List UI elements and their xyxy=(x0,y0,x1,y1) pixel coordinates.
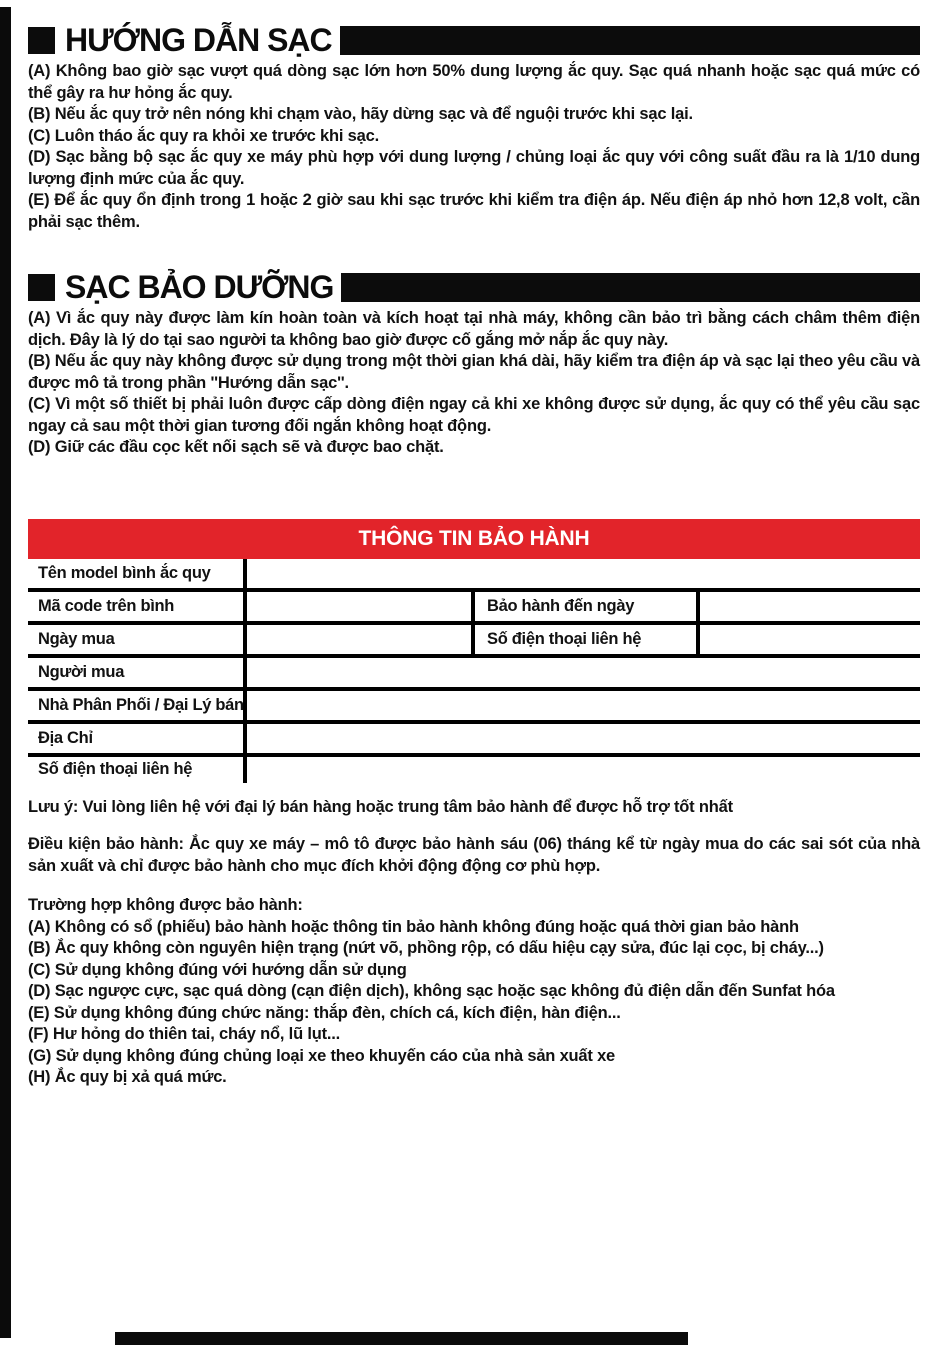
charging-item-a: (A) Không bao giờ sạc vượt quá dòng sạc lớn hơn 50% dung lượng ắc quy. Sạc quá nhanh hoặc sạc quá mức có thể gây ra hư hỏng ắc quy. xyxy=(28,62,920,102)
blank-field-purchase-date xyxy=(247,625,475,654)
blank-field-distributor xyxy=(247,691,920,720)
exclusion-item-g: (G) Sử dụng không đúng chủng loại xe theo khuyến cáo của nhà sản xuất xe xyxy=(28,1046,616,1065)
label-contact-phone: Số điện thoại liên hệ xyxy=(475,625,700,654)
charging-item-c: (C) Luôn tháo ắc quy ra khỏi xe trước khi sạc. xyxy=(28,126,379,145)
blank-field-address xyxy=(247,724,920,753)
label-warranty-until: Bảo hành đến ngày xyxy=(475,592,700,621)
label-address: Địa Chỉ xyxy=(28,724,247,753)
label-code: Mã code trên bình xyxy=(28,592,247,621)
exclusions-list xyxy=(28,895,920,1089)
blank-field-contact-phone2 xyxy=(247,757,920,783)
charging-item-b: (B) Nếu ắc quy trở nên nóng khi chạm vào, hãy dừng sạc và để nguội trước khi sạc lại. xyxy=(28,105,693,123)
maintenance-item-d: (D) Giữ các đầu cọc kết nối sạch sẽ và được bao chặt. xyxy=(28,438,444,456)
label-buyer: Người mua xyxy=(28,658,247,687)
title-rule-bar xyxy=(341,273,920,302)
exclusion-item-e: (E) Sử dụng không đúng chức năng: thắp đèn, chích cá, kích điện, hàn điện... xyxy=(28,1003,621,1022)
table-row-address xyxy=(28,724,920,757)
table-row-contact-phone2 xyxy=(28,757,920,783)
exclusion-item-f: (F) Hư hỏng do thiên tai, cháy nổ, lũ lụt... xyxy=(28,1025,341,1043)
blank-field-model xyxy=(247,559,920,588)
label-contact-phone2: Số điện thoại liên hệ xyxy=(28,757,247,783)
charging-paragraphs xyxy=(28,61,920,233)
table-row-purchase-date xyxy=(28,625,920,658)
table-row-distributor xyxy=(28,691,920,724)
bottom-edge-bar xyxy=(115,1332,688,1345)
charging-item-d: (D) Sạc bằng bộ sạc ắc quy xe máy phù hợp với dung lượng / chủng loại ắc quy với công suất đầu ra là 1/10 dung lượng định mức của ắc quy. xyxy=(28,148,920,188)
maintenance-item-a: (A) Vì ắc quy này được làm kín hoàn toàn và kích hoạt tại nhà máy, không cần bảo trì bằng cách châm thêm điện dịch. Đây là lý do tại sao người ta không bao giờ được cố gắng mở nắp ắc quy này. xyxy=(28,309,920,349)
title-rule-bar xyxy=(340,26,920,55)
warranty-conditions-note: Điều kiện bảo hành: Ắc quy xe máy – mô tô được bảo hành sáu (06) tháng kể từ ngày mua do các sai sót của nhà sản xuất và chỉ được bảo hành cho mục đích khởi động động cơ phù hợp. xyxy=(28,835,920,875)
warranty-table xyxy=(28,519,920,783)
table-row-model xyxy=(28,559,920,592)
exclusion-item-c: (C) Sử dụng không đúng với hướng dẫn sử dụng xyxy=(28,960,407,979)
table-row-code xyxy=(28,592,920,625)
black-square-bullet xyxy=(28,27,55,54)
black-square-bullet xyxy=(28,274,55,301)
document-content xyxy=(0,24,945,1089)
section-header-charging xyxy=(28,24,920,56)
maintenance-paragraphs xyxy=(28,308,920,459)
maintenance-item-b: (B) Nếu ắc quy này không được sử dụng trong một thời gian khá dài, hãy kiểm tra điện áp và sạc lại theo yêu cầu và được mô tả trong phần ''Hướng dẫn sạc''. xyxy=(28,352,920,392)
exclusion-item-a: (A) Không có sổ (phiếu) bảo hành hoặc thông tin bảo hành không đúng hoặc quá thời gian bảo hành xyxy=(28,917,799,936)
blank-field-buyer xyxy=(247,658,920,687)
exclusions-intro: Trường hợp không được bảo hành: xyxy=(28,896,303,914)
maintenance-item-c: (C) Vì một số thiết bị phải luôn được cấp dòng điện ngay cả khi xe không được sử dụng, ắc quy có thể yêu cầu sạc ngay cả sau một thời gian tương đối ngắn không hoạt động. xyxy=(28,395,920,435)
section-title-maintenance: SẠC BẢO DƯỠNG xyxy=(65,269,334,305)
table-row-buyer xyxy=(28,658,920,691)
exclusion-item-h: (H) Ắc quy bị xả quá mức. xyxy=(28,1068,227,1086)
exclusion-item-d: (D) Sạc ngược cực, sạc quá dòng (cạn điện dịch), không sạc hoặc sạc không đủ điện dẫn đến Sunfat hóa xyxy=(28,982,835,1000)
section-title-charging: HƯỚNG DẪN SẠC xyxy=(65,22,332,58)
charging-item-e: (E) Để ắc quy ổn định trong 1 hoặc 2 giờ sau khi sạc trước khi kiểm tra điện áp. Nếu điện áp nhỏ hơn 12,8 volt, cần phải sạc thêm. xyxy=(28,191,920,231)
left-edge-bar xyxy=(0,7,11,1338)
label-purchase-date: Ngày mua xyxy=(28,625,247,654)
warranty-table-header: THÔNG TIN BẢO HÀNH xyxy=(28,519,920,559)
section-header-maintenance xyxy=(28,271,920,303)
blank-field-code xyxy=(247,592,475,621)
blank-field-warranty-until xyxy=(700,592,920,621)
exclusion-item-b: (B) Ắc quy không còn nguyên hiện trạng (nứt võ, phồng rộp, có dấu hiệu cạy sửa, đúc lại cọc, bị cháy...) xyxy=(28,939,824,957)
label-distributor: Nhà Phân Phối / Đại Lý bán xyxy=(28,691,247,720)
label-model: Tên model bình ắc quy xyxy=(28,559,247,588)
blank-field-contact-phone xyxy=(700,625,920,654)
support-note: Lưu ý: Vui lòng liên hệ với đại lý bán hàng hoặc trung tâm bảo hành để được hỗ trợ tốt nhất xyxy=(28,797,733,816)
